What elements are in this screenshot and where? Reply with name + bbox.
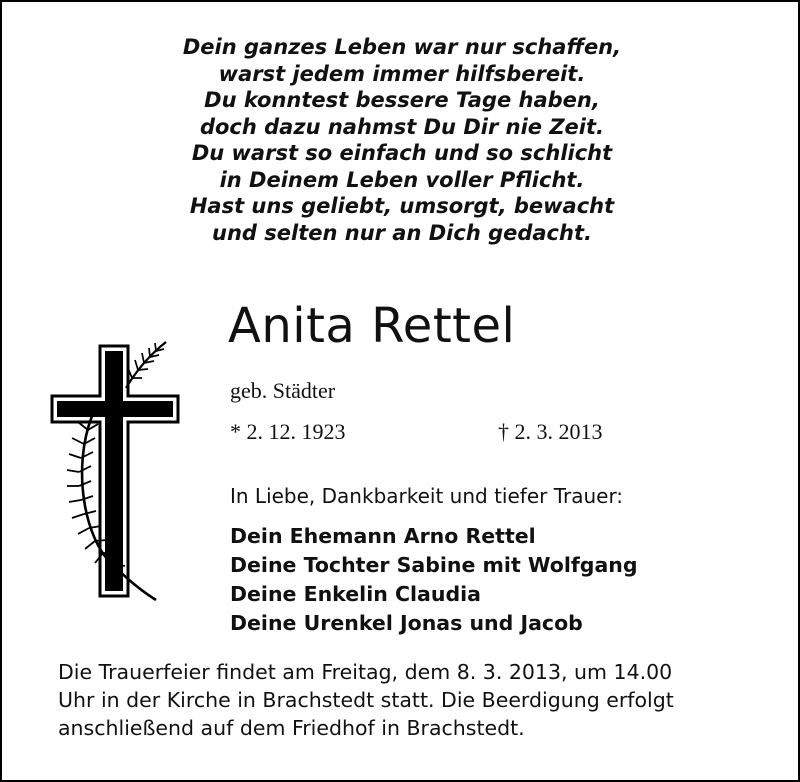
mourner: Deine Tochter Sabine mit Wolfgang — [230, 553, 638, 577]
poem-line: warst jedem immer hilfsbereit. — [218, 61, 586, 86]
poem-line: in Deinem Leben voller Pflicht. — [219, 167, 585, 192]
poem-line: doch dazu nahmst Du Dir nie Zeit. — [199, 114, 605, 139]
death-date: † 2. 3. 2013 — [498, 419, 603, 444]
mourner: Deine Enkelin Claudia — [230, 582, 481, 606]
birth-date: * 2. 12. 1923 — [230, 419, 346, 444]
mourner: Deine Urenkel Jonas und Jacob — [230, 611, 583, 635]
funeral-info-line: Uhr in der Kirche in Brachstedt statt. Die Beerdigung erfolgt — [58, 688, 674, 712]
funeral-info-line: Die Trauerfeier findet am Freitag, dem 8. 3. 2013, um 14.00 — [58, 660, 673, 684]
poem — [2, 34, 800, 246]
mourner: Dein Ehemann Arno Rettel — [230, 524, 536, 548]
cross-with-palm-icon — [48, 338, 188, 604]
funeral-info — [58, 658, 758, 742]
deceased-name: Anita Rettel — [228, 298, 516, 354]
maiden-name: geb. Städter — [230, 378, 336, 403]
poem-line: Hast uns geliebt, umsorgt, bewacht — [189, 194, 615, 218]
poem-line: Dein ganzes Leben war nur schaffen, — [182, 35, 622, 59]
poem-line: Du konntest bessere Tage haben, — [204, 88, 600, 112]
poem-line: und selten nur an Dich gedacht. — [212, 220, 592, 245]
poem-line: Du warst so einfach und so schlicht — [191, 141, 613, 165]
mourners-list — [230, 522, 638, 638]
mourning-intro: In Liebe, Dankbarkeit und tiefer Trauer: — [230, 484, 624, 508]
funeral-info-line: anschließend auf dem Friedhof in Brachstedt. — [58, 716, 525, 740]
